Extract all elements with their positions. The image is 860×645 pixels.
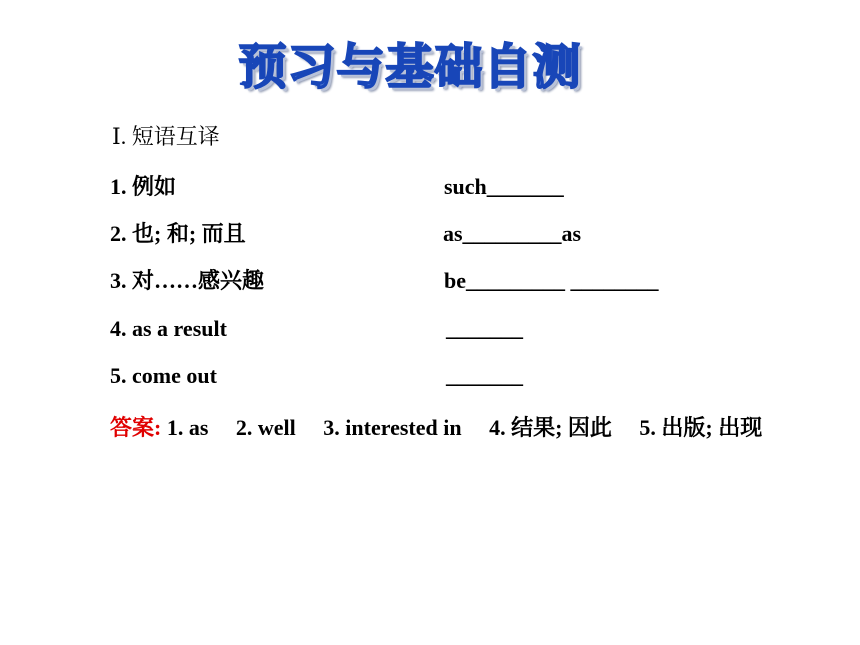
list-item [0,174,860,200]
item-prompt: 4. as a result [110,316,227,341]
item-prompt: 1. 例如 [110,174,177,199]
answer-label: 答案: [110,415,162,440]
page-title: 预习与基础自测 [238,39,582,95]
list-item [0,221,860,247]
item-answer-blank: _______ [446,316,523,341]
item-prompt: 3. 对……感兴趣 [110,268,265,293]
list-item [0,268,860,294]
list-item [0,363,860,389]
item-prompt: 2. 也; 和; 而且 [110,221,246,246]
item-prompt: 5. come out [110,363,217,388]
answer-3: 3. interested in [323,415,462,440]
list-item [0,316,860,342]
item-answer-blank: such_______ [444,174,564,199]
section-heading: Ⅰ. 短语互译 [112,124,220,149]
answer-4: 4. 结果; 因此 [489,415,612,440]
answer-5: 5. 出版; 出现 [639,415,763,440]
item-answer-blank: be_________ ________ [444,268,659,293]
item-answer-blank: _______ [446,363,523,388]
answer-key [110,408,830,448]
answer-1: 1. as [166,415,209,440]
answer-2: 2. well [235,415,296,440]
item-answer-blank: as_________as [443,221,582,246]
